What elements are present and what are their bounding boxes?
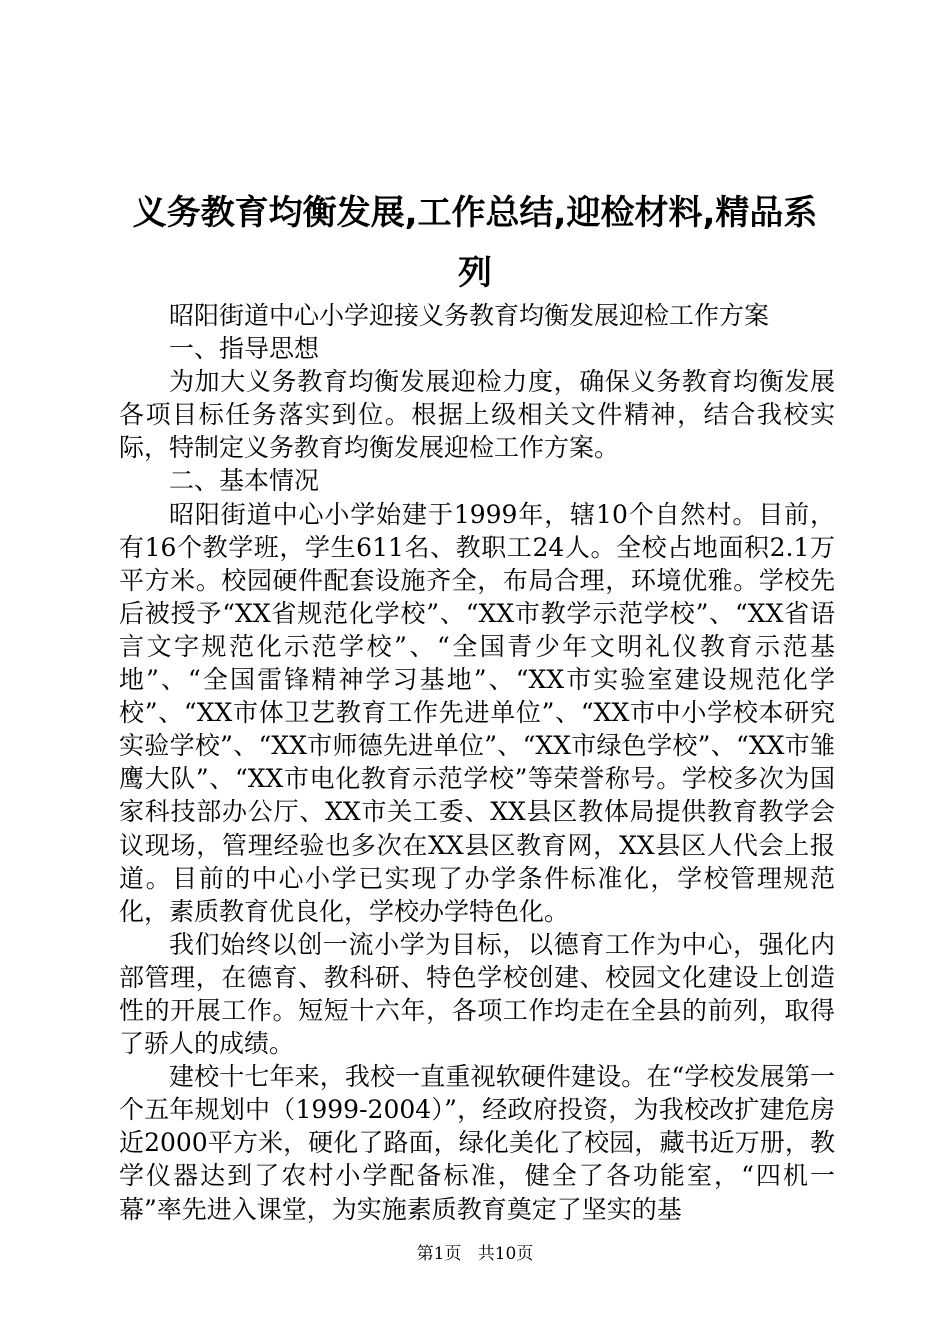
page-footer xyxy=(0,1242,950,1266)
document-body xyxy=(119,299,835,1226)
page-total: 共10页 xyxy=(477,1244,534,1264)
page-number: 第1页 xyxy=(416,1244,462,1264)
paragraph-guiding-thought: 为加大义务教育均衡发展迎检力度，确保义务教育均衡发展各项目标任务落实到位。根据上级相关文件精神，结合我校实际，特制定义务教育均衡发展迎检工作方案。 xyxy=(119,367,835,463)
section-heading-basic-situation: 二、基本情况 xyxy=(169,466,320,496)
paragraph-school-construction: 建校十七年来，我校一直重视软硬件建设。在“学校发展第一个五年规划中（1999-2004）”，经政府投资，为我校改扩建危房近2000平方米，硬化了路面，绿化美化了校园，藏书近万册，教学仪器达到了农村小学配备标准，健全了各功能室，“四机一幕”率先进入课堂，为实施素质教育奠定了坚实的基 xyxy=(119,1062,835,1224)
document-title: 义务教育均衡发展,工作总结,迎检材料,精品系列 xyxy=(132,193,818,293)
plan-title-paragraph: 昭阳街道中心小学迎接义务教育均衡发展迎检工作方案 xyxy=(169,301,770,330)
paragraph-school-goals: 我们始终以创一流小学为目标，以德育工作为中心，强化内部管理，在德育、教科研、特色学校创建、校园文化建设上创造性的开展工作。短短十六年，各项工作均走在全县的前列，取得了骄人的成绩。 xyxy=(119,929,835,1059)
section-heading-guiding-thought: 一、指导思想 xyxy=(169,334,320,364)
paragraph-school-overview: 昭阳街道中心小学始建于1999年，辖10个自然村。目前，有16个教学班，学生611名、教职工24人。全校占地面积2.1万平方米。校园硬件配套设施齐全，布局合理，环境优雅。学校先后被授予“XX省规范化学校”、“XX市教学示范学校”、“XX省语言文字规范化示范学校”、“全国青少年文明礼仪教育示范基地”、“全国雷锋精神学习基地”、“XX市实验室建设规范化学校”、“XX市体卫艺教育工作先进单位”、“XX市中小学校本研究实验学校”、“XX市师德先进单位”、“XX市绿色学校”、“XX市雏鹰大队”、“XX市电化教育示范学校”等荣誉称号。学校多次为国家科技部办公厅、XX市关工委、XX县区教体局提供教育教学会议现场，管理经验也多次在XX县区教育网，XX县区人代会上报道。目前的中心小学已实现了办学条件标准化，学校管理规范化，素质教育优良化，学校办学特色化。 xyxy=(119,499,835,926)
